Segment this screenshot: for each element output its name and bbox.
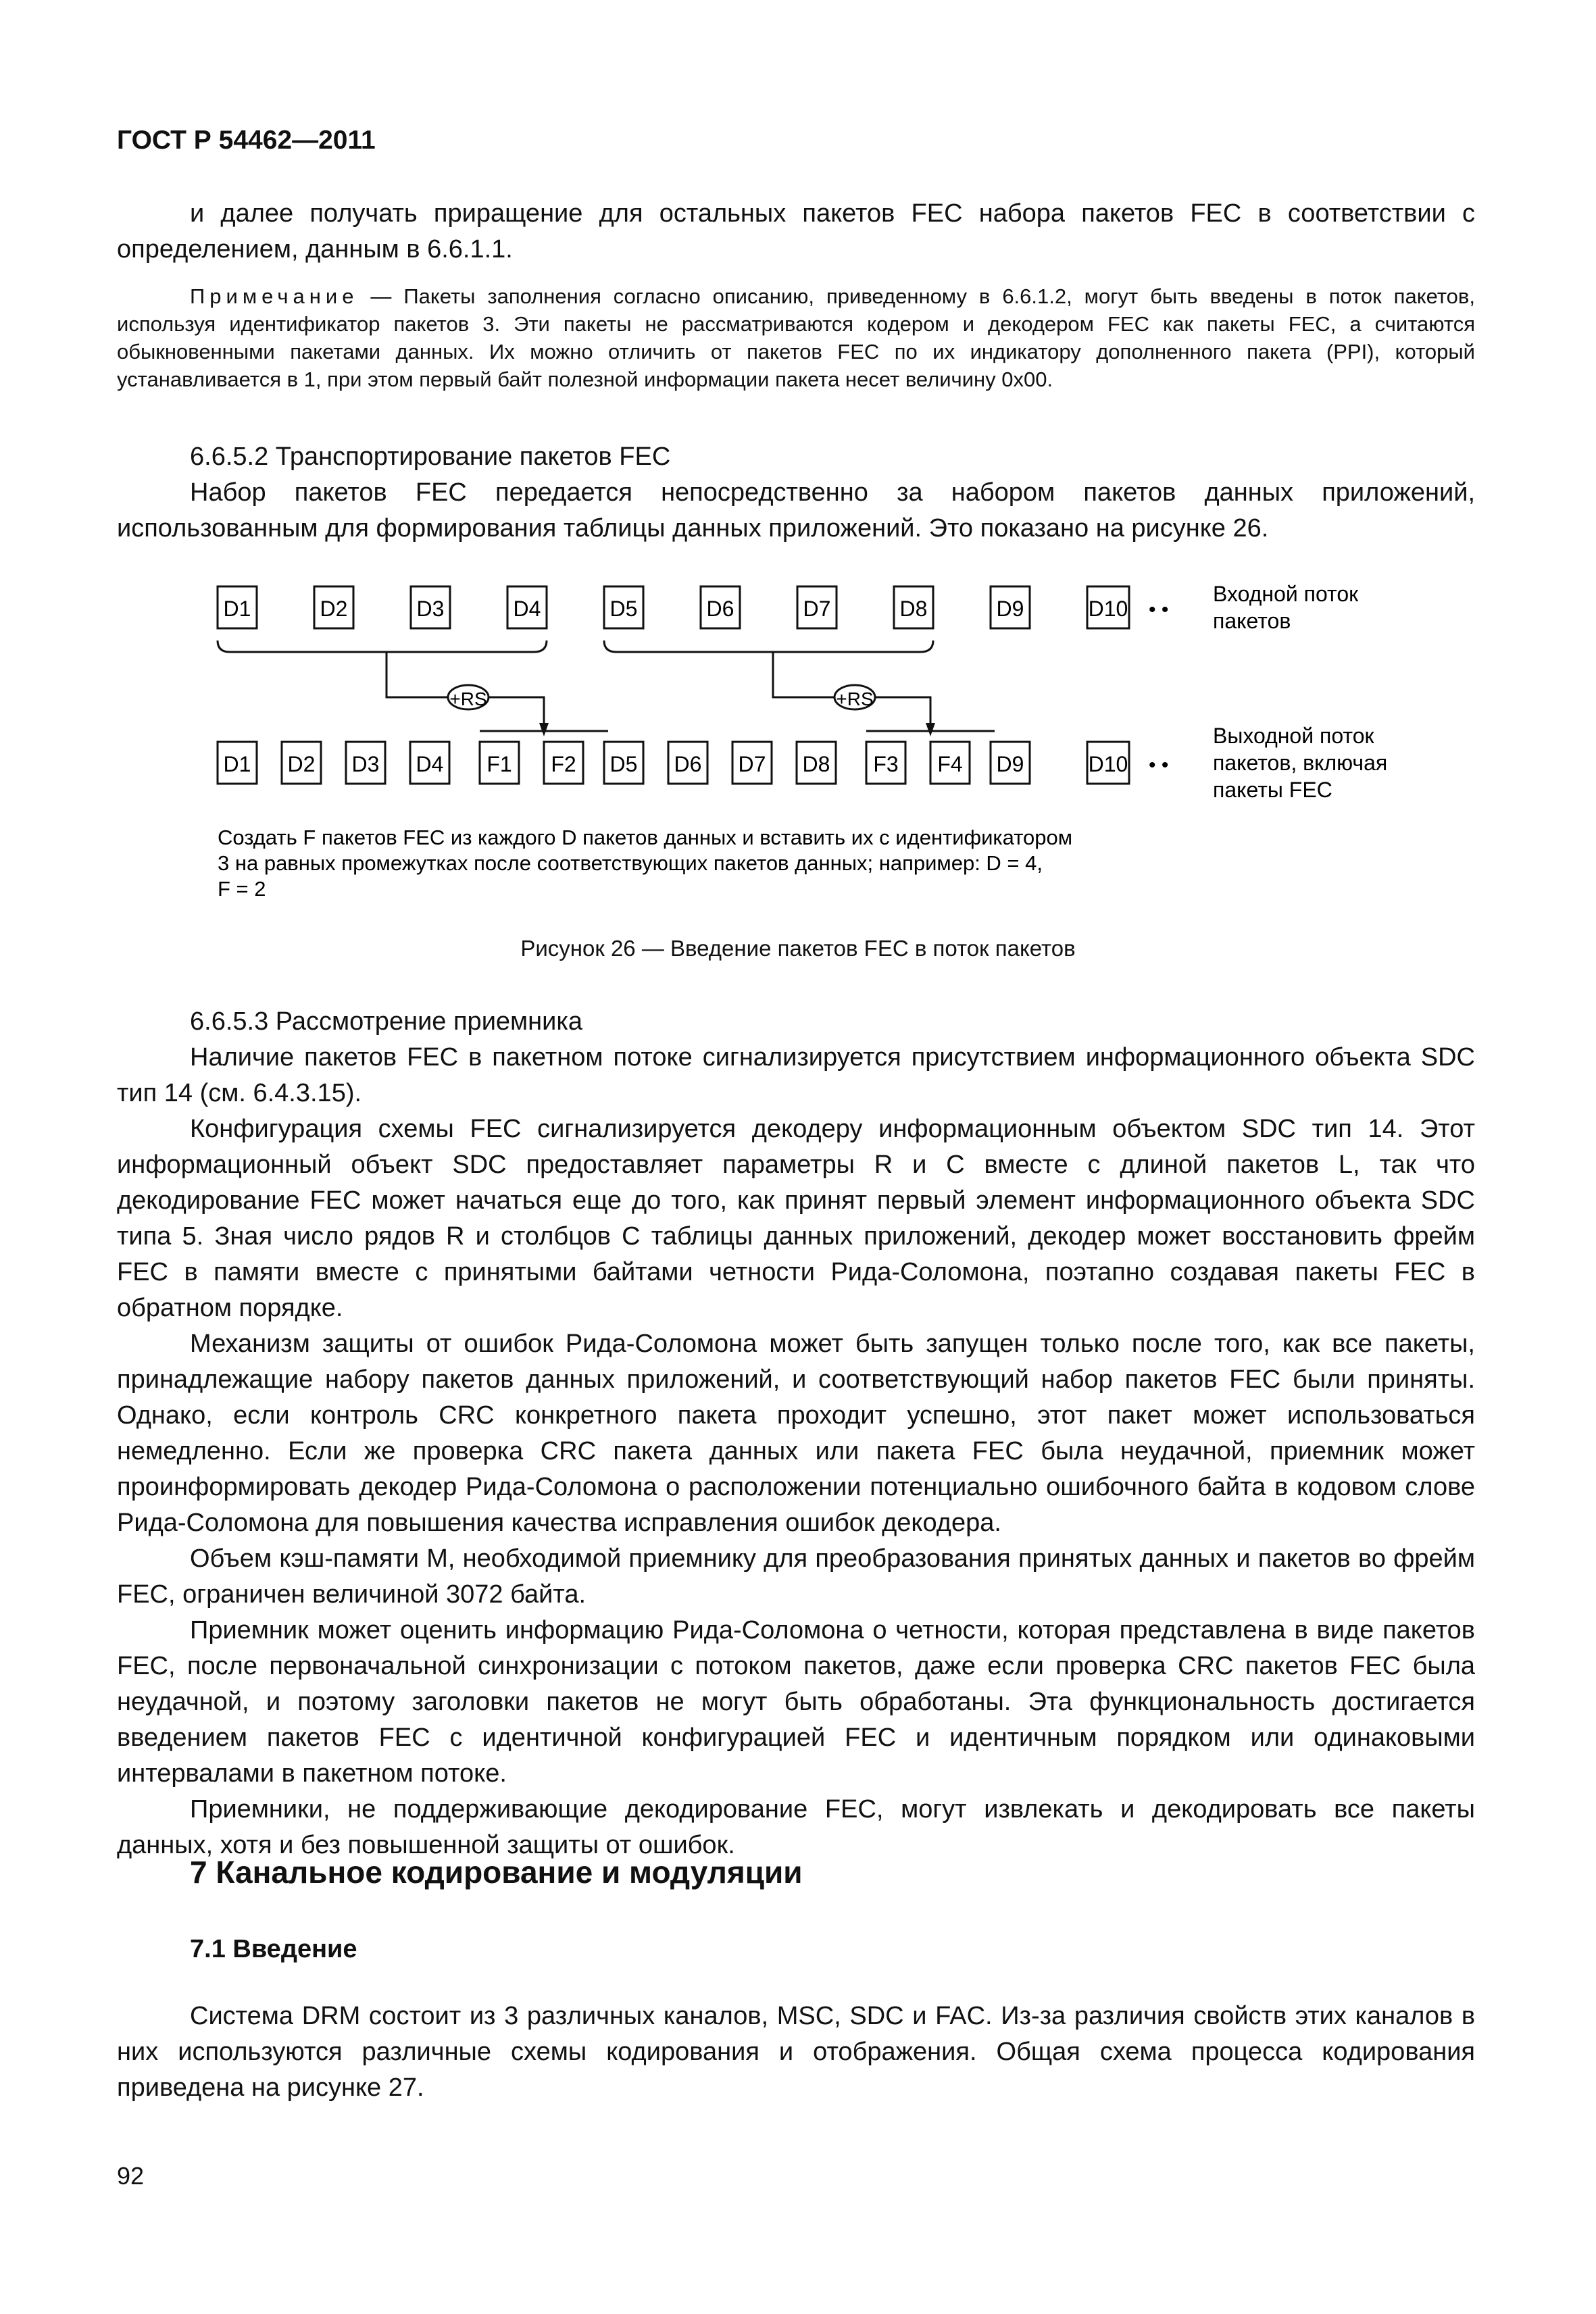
paragraph: Конфигурация схемы FEC сигнализируется декодеру информационным объектом SDC тип 14. Этот информационный объект SDC предоставляет параметры R и C вместе с длиной пакетов L, так что декодирование FEC может начаться еще до того, как принят первый элемент информационного объекта SDC типа 5. Зная число рядов R и столбцов C таблицы данных приложений, декодер может восстановить фрейм FEC в памяти вместе с принятыми байтами четности Рида-Соломона, поэтапно создавая пакеты FEC в обратном порядке. (117, 1115, 1475, 1322)
svg-text:D8: D8 (802, 752, 830, 776)
output-packet (604, 742, 643, 784)
svg-text:+RS: +RS (449, 688, 487, 709)
output-stream-label: пакеты FEC (1213, 778, 1332, 802)
text-block-1 (117, 196, 1475, 268)
text-block-4 (117, 1998, 1475, 2106)
svg-text:+RS: +RS (836, 688, 874, 709)
svg-text:D9: D9 (996, 752, 1024, 776)
input-packet (604, 586, 643, 628)
input-packet (507, 586, 547, 628)
svg-text:D3: D3 (416, 597, 445, 621)
output-packet (282, 742, 321, 784)
text-block-2 (117, 439, 1475, 547)
paragraph: Наличие пакетов FEC в пакетном потоке сигнализируется присутствием информационного объекта SDC тип 14 (см. 6.4.3.15). (117, 1043, 1475, 1107)
paragraph: Приемник может оценить информацию Рида-Соломона о четности, которая представлена в виде пакетов FEC, после первоначальной синхронизации с потоком пакетов, даже если проверка CRC пакетов FEC была неудачной, и поэтому заголовки пакетов не могут быть обработаны. Эта функциональность достигается введением пакетов FEC с идентичной конфигурацией FEC и идентичным порядком или одинаковыми интервалами в пакетном потоке. (117, 1616, 1475, 1788)
output-packet (410, 742, 449, 784)
paragraph: Приемники, не поддерживающие декодирование FEC, могут извлекать и декодировать все пакеты данных, хотя и без повышенной защиты от ошибок. (117, 1795, 1475, 1859)
paragraph: и далее получать приращение для остальных пакетов FEC набора пакетов FEC в соответствии с определением, данным в 6.6.1.1. (117, 199, 1475, 263)
output-packet (930, 742, 970, 784)
paragraph: Объем кэш-памяти M, необходимой приемнику для преобразования принятых данных и пакетов во фрейм FEC, ограничен величиной 3072 байта. (117, 1544, 1475, 1609)
figure-note-line: F = 2 (218, 877, 266, 901)
input-packet (314, 586, 353, 628)
svg-text:D1: D1 (223, 597, 251, 621)
svg-text:D6: D6 (674, 752, 702, 776)
svg-text:F1: F1 (487, 752, 512, 776)
subsection-heading: 6.6.5.3 Рассмотрение приемника (190, 1007, 582, 1036)
output-packet (668, 742, 707, 784)
svg-text:D4: D4 (416, 752, 444, 776)
output-packet (797, 742, 836, 784)
output-packet (1087, 742, 1129, 784)
svg-text:D5: D5 (609, 597, 638, 621)
output-stream-label: Выходной поток (1213, 724, 1374, 748)
document-header: ГОСТ Р 54462—2011 (117, 126, 376, 155)
input-stream-label: пакетов (1213, 609, 1291, 633)
group-brace (604, 640, 933, 652)
svg-text:D10: D10 (1088, 597, 1128, 621)
svg-text:D6: D6 (706, 597, 734, 621)
svg-text:D8: D8 (899, 597, 928, 621)
input-packet (1087, 586, 1129, 628)
paragraph: Набор пакетов FEC передается непосредственно за набором пакетов данных приложений, использованным для формирования таблицы данных приложений. Это показано на рисунке 26. (117, 478, 1475, 543)
output-packet (866, 742, 905, 784)
section-title: 7 Канальное кодирование и модуляции (190, 1855, 803, 1890)
page-number: 92 (117, 2162, 145, 2190)
svg-text:D5: D5 (609, 752, 638, 776)
input-packet (411, 586, 450, 628)
output-stream-label: пакетов, включая (1213, 751, 1388, 775)
svg-text:D3: D3 (351, 752, 380, 776)
output-packet (544, 742, 583, 784)
output-packet (991, 742, 1030, 784)
figure-caption: Рисунок 26 — Введение пакетов FEC в поток пакетов (520, 936, 1076, 961)
svg-text:F2: F2 (551, 752, 576, 776)
input-packet (991, 586, 1030, 628)
output-packet (218, 742, 257, 784)
output-packet (480, 742, 519, 784)
continuation-dots: • • (1149, 599, 1169, 621)
note-block (117, 282, 1475, 393)
svg-text:D9: D9 (996, 597, 1024, 621)
figure-note-line: 3 на равных промежутках после соответствующих пакетов данных; например: D = 4, (218, 851, 1043, 875)
paragraph: Механизм защиты от ошибок Рида-Соломона может быть запущен только после того, как все пакеты, принадлежащие набору пакетов данных приложений, и соответствующий набор пакетов FEC были приняты. Однако, если контроль CRC конкретного пакета проходит успешно, этот пакет может использоваться немедленно. Если же проверка CRC пакета данных или пакета FEC была неудачной, приемник может проинформировать декодер Рида-Соломона о расположении потенциально ошибочного байта в кодовом слове Рида-Соломона для повышения качества исправления ошибок декодера. (117, 1330, 1475, 1537)
fec-diagram (203, 574, 1487, 926)
output-packet (732, 742, 772, 784)
svg-text:D7: D7 (803, 597, 831, 621)
subsection-title: 7.1 Введение (190, 1935, 357, 1963)
svg-text:F3: F3 (873, 752, 899, 776)
output-packet (346, 742, 385, 784)
input-packet (218, 586, 257, 628)
svg-text:D10: D10 (1088, 752, 1128, 776)
continuation-dots: • • (1149, 754, 1169, 776)
svg-text:D1: D1 (223, 752, 251, 776)
input-packet (894, 586, 933, 628)
svg-text:F4: F4 (937, 752, 963, 776)
group-brace (218, 640, 547, 652)
paragraph: Система DRM состоит из 3 различных каналов, MSC, SDC и FAC. Из-за различия свойств этих каналов в них используются различные схемы кодирования и отображения. Общая схема процесса кодирования приведена на рисунке 27. (117, 2002, 1475, 2102)
svg-text:D7: D7 (738, 752, 766, 776)
svg-text:D2: D2 (320, 597, 348, 621)
svg-text:D2: D2 (287, 752, 316, 776)
input-packet (797, 586, 837, 628)
note-label: Примечание (190, 284, 359, 308)
svg-text:D4: D4 (513, 597, 541, 621)
subsection-heading: 6.6.5.2 Транспортирование пакетов FEC (190, 443, 671, 471)
input-packet (701, 586, 740, 628)
figure-note-line: Создать F пакетов FEC из каждого D пакетов данных и вставить их с идентификатором (218, 826, 1073, 849)
text-block-3 (117, 1004, 1475, 1863)
input-stream-label: Входной поток (1213, 582, 1359, 606)
note-text: — Пакеты заполнения согласно описанию, приведенному в 6.6.1.2, могут быть введены в поток пакетов, используя идентификатор пакетов 3. Эти пакеты не рассматриваются кодером и декодером FEC как пакеты FEC, а считаются обыкновенными пакетами данных. Их можно отличить от пакетов FEC по их индикатору дополненного пакета (PPI), который устанавливается в 1, при этом первый байт полезной информации пакета несет величину 0х00. (117, 284, 1475, 391)
